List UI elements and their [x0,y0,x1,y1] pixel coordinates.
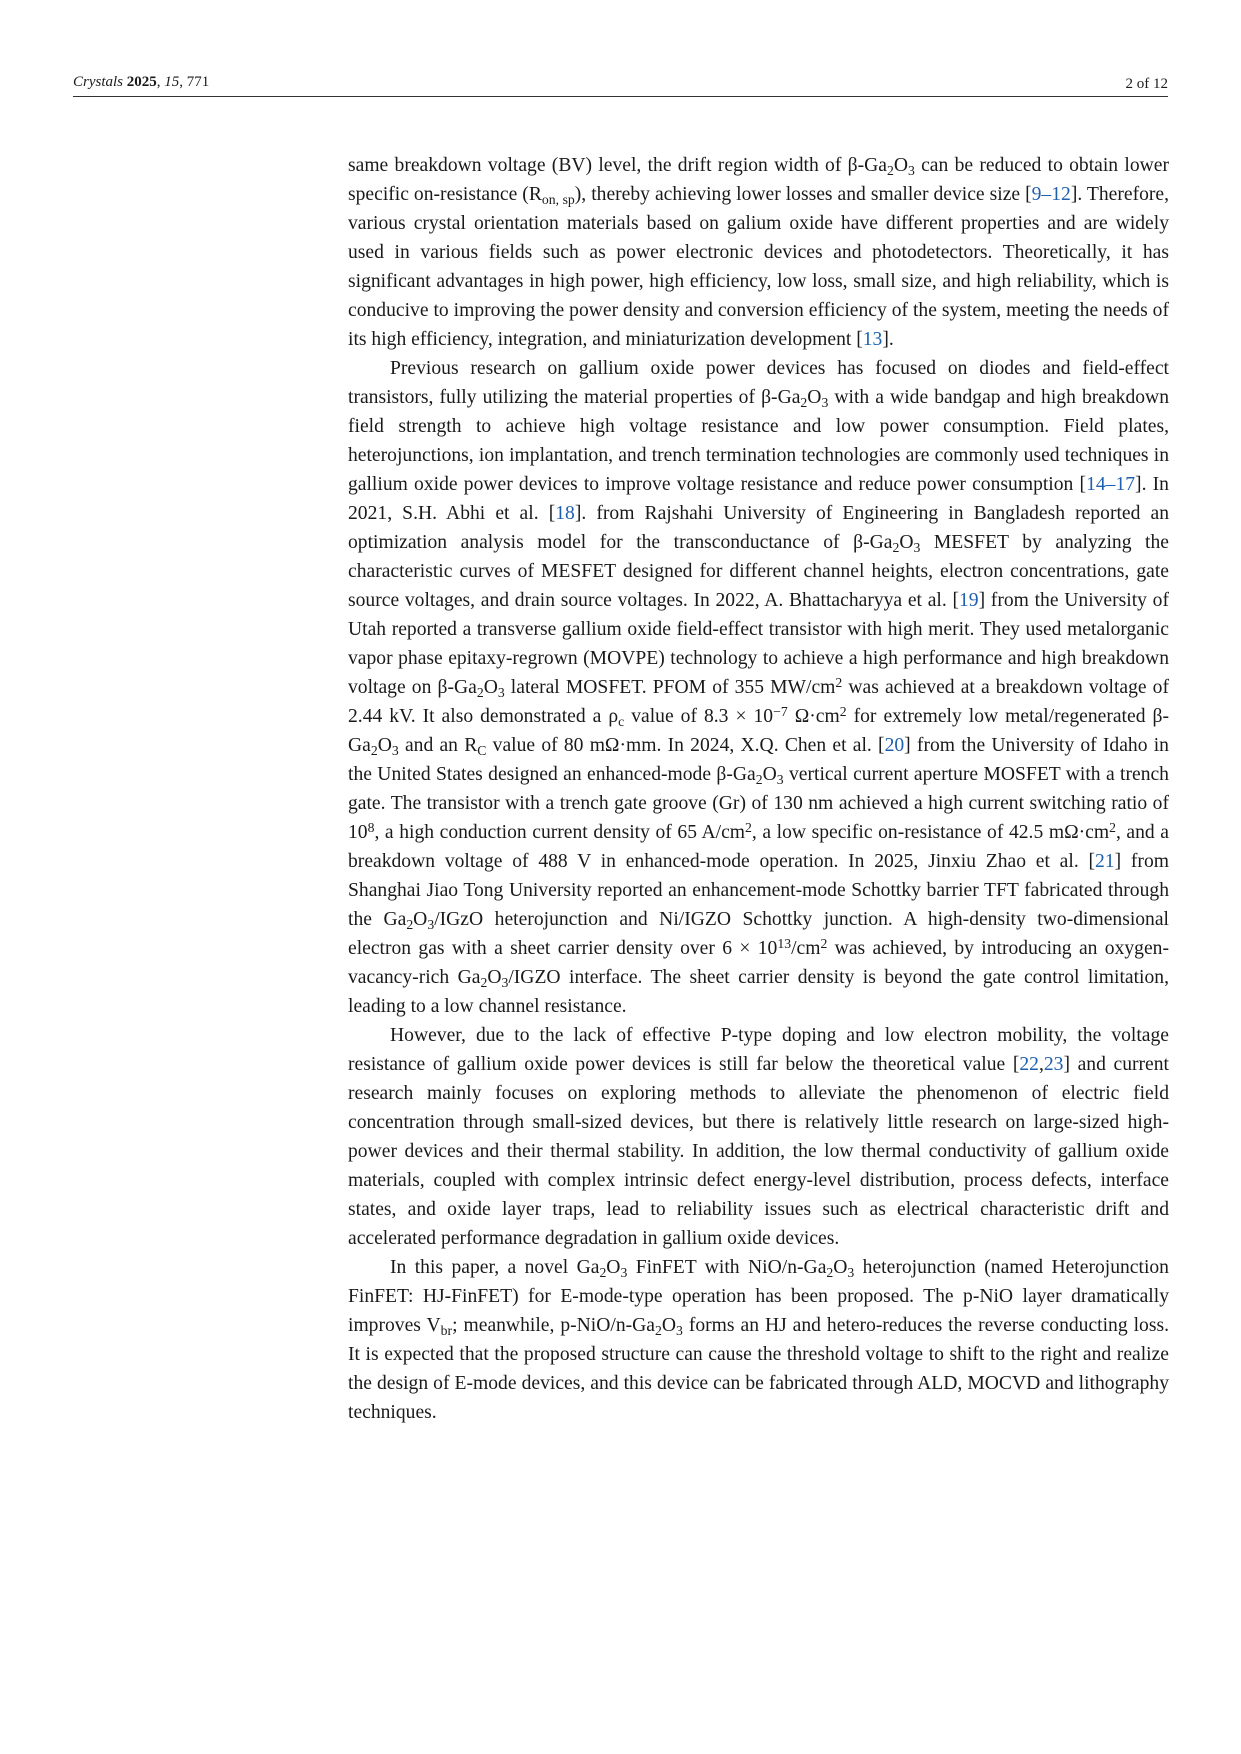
text-run: O [413,909,428,930]
text-run: O [377,735,392,756]
text-run: can be reduced to obtain lower specific on-resistance (R [348,155,1169,205]
subscript: 2 [826,1265,834,1281]
citation-link[interactable]: 21 [1095,851,1115,872]
subscript: 3 [497,685,505,701]
text-run: , a high conduction current density of 65 A/cm [374,822,746,843]
subscript: 2 [406,917,414,933]
text-run: ]. In 2021, S.H. Abhi et al. [ [348,474,1169,524]
body-text [348,151,1169,1427]
text-run: ]. Therefore, various crystal orientation materials based on galium oxide have different properties and are widely used in various fields such as power electronic devices and photodetectors. Theoretically, it has significant advantages in high power, high efficiency, low loss, small size, and high reliability, which is conducive to improving the power density and conversion efficiency of the system, meeting the needs of its high efficiency, integration, and miniaturization development [ [348,184,1170,350]
citation-link[interactable]: 22 [1019,1054,1039,1075]
text-run: and an R [398,735,478,756]
citation-link[interactable]: 9–12 [1031,184,1071,205]
superscript: 8 [367,819,375,835]
subscript: 3 [620,1265,628,1281]
text-run: ; meanwhile, p-NiO/n-Ga [452,1315,655,1336]
text-run: O [483,677,498,698]
page-number: 2 of 12 [1125,76,1168,92]
text-run: MESFET by analyzing the characteristic curves of MESFET designed for different channel heights, electron concentrations, gate source voltages, and drain source voltages. In 2022, A. Bhattacharyya et al. [ [348,532,1169,611]
superscript: 13 [777,935,792,951]
superscript: 2 [745,819,752,835]
running-head [73,72,1168,97]
superscript: 2 [820,935,828,951]
text-run: ]. from Rajshahi University of Engineering in Bangladesh reported an optimization analysis model for the transconductance of β-Ga [348,503,1169,553]
citation-link[interactable]: 20 [884,735,905,756]
text-run: ] from the University of Idaho in the United States designed an enhanced-mode β-Ga [348,735,1169,785]
subscript: 2 [755,772,763,788]
text-run: ] and current research mainly focuses on exploring methods to alleviate the phenomenon of electric field concentration through small-sized devices, but there is relatively little research on large-sized high-power devices and their thermal stability. In addition, the low thermal conductivity of gallium oxide materials, coupled with complex intrinsic defect energy-level distribution, process defects, interface states, and oxide layer traps, lead to reliability issues such as electrical characteristic drift and accelerated performance degradation in gallium oxide devices. [348,1054,1169,1249]
text-run: vertical current aperture MOSFET with a trench gate. The transistor with a trench gate groove (Gr) of 130 nm achieved a high current switching ratio of 10 [348,764,1169,843]
text-run: , a low specific on-resistance of 42.5 mΩ·cm [751,822,1110,843]
text-run: O [807,387,822,408]
subscript: 2 [655,1323,662,1339]
text-run: /cm [791,938,821,959]
citation-link[interactable]: 13 [862,329,883,350]
paragraph [348,151,1169,354]
superscript: 2 [835,674,843,690]
citation-link[interactable]: 18 [555,503,575,524]
text-run: O [487,967,502,988]
citation-link[interactable]: 19 [958,590,979,611]
text-run: with a wide bandgap and high breakdown field strength to achieve high voltage resistance and low power consumption. Field plates, heterojunctions, ion implantation, and trench termination technologies are commonly used techniques in gallium oxide power devices to improve voltage resistance and reduce power consumption [ [348,387,1169,495]
subscript: 2 [886,163,894,179]
text-run: value of 80 mΩ·mm. In 2024, X.Q. Chen et al. [ [486,735,885,756]
journal-name: Crystals [73,74,124,90]
text-run: ] from Shanghai Jiao Tong University reported an enhancement-mode Schottky barrier TFT fabricated through the Ga [348,851,1169,930]
subscript: 3 [821,395,829,411]
text-run: Ω·cm [787,706,840,727]
subscript: C [477,743,487,759]
citation-link[interactable]: 14–17 [1086,474,1136,495]
text-run: In this paper, a novel Ga [390,1257,600,1278]
text-run: However, due to the lack of effective P-type doping and low electron mobility, the voltage resistance of gallium oxide power devices is still far below the theoretical value [ [348,1025,1169,1075]
subscript: 3 [776,772,784,788]
text-run: heterojunction (named Heterojunction FinFET: HJ-FinFET) for E-mode-type operation has been proposed. The p-NiO layer dramatically improves V [348,1257,1169,1336]
text-run: forms an HJ and hetero-reduces the reverse conducting loss. It is expected that the proposed structure can cause the threshold voltage to shift to the right and realize the design of E-mode devices, and this device can be fabricated through ALD, MOCVD and lithography techniques. [348,1315,1169,1423]
text-run: O [762,764,777,785]
subscript: 3 [907,163,915,179]
text-run: O [893,155,908,176]
text-run: for extremely low metal/regenerated β-Ga [348,706,1169,756]
subscript: 3 [676,1323,683,1339]
subscript: 2 [476,685,484,701]
text-run: lateral MOSFET. PFOM of 355 MW/cm [504,677,836,698]
subscript: 2 [480,975,488,991]
text-run: ), thereby achieving lower losses and smaller device size [ [574,184,1032,205]
text-run: was achieved at a breakdown voltage of 2.44 kV. It also demonstrated a ρ [348,677,1170,727]
subscript: 3 [913,540,921,556]
subscript: 2 [892,540,900,556]
subscript: 2 [800,395,808,411]
text-run: ] from the University of Utah reported a transverse gallium oxide field-effect transistor with high merit. They used metalorganic vapor phase epitaxy-regrown (MOVPE) technology to achieve a high performance and high breakdown voltage on β-Ga [348,590,1169,698]
subscript: 3 [391,743,399,759]
text-run: O [661,1315,677,1336]
article-number: 771 [186,74,210,90]
paragraph [348,354,1169,1021]
subscript: 2 [370,743,378,759]
text-run: was achieved, by introducing an oxygen-vacancy-rich Ga [348,938,1169,988]
text-run: , and a breakdown voltage of 488 V in enhanced-mode operation. In 2025, Jinxiu Zhao et al. [ [348,822,1169,872]
text-run: O [833,1257,848,1278]
text-run: , [1038,1054,1044,1075]
subscript: c [618,714,625,730]
text-run: ]. [882,329,894,350]
subscript: 3 [501,975,509,991]
journal-citation: Crystals 2025, 15, 771 [73,74,210,90]
text-run: /IGZO interface. The sheet carrier density is beyond the gate control limitation, leading to a low channel resistance. [348,967,1169,1017]
text-run: O [606,1257,621,1278]
text-run: /IGzO heterojunction and Ni/IGZO Schottky junction. A high-density two-dimensional electron gas with a sheet carrier density over 6 × 10 [348,909,1169,959]
superscript: −7 [773,703,788,719]
subscript: 2 [599,1265,607,1281]
subscript: 3 [847,1265,855,1281]
text-run: same breakdown voltage (BV) level, the drift region width of β-Ga [348,155,887,176]
journal-volume: 15 [164,74,180,90]
paragraph [348,1021,1169,1253]
subscript: br [440,1323,453,1339]
journal-year: 2025 [126,74,157,90]
subscript: 3 [427,917,435,933]
superscript: 2 [839,703,847,719]
text-run: FinFET with NiO/n-Ga [627,1257,827,1278]
text-run: Previous research on gallium oxide power devices has focused on diodes and field-effect transistors, fully utilizing the material properties of β-Ga [348,358,1169,408]
superscript: 2 [1109,819,1116,835]
text-run: O [899,532,914,553]
paragraph [348,1253,1169,1427]
citation-link[interactable]: 23 [1043,1054,1064,1075]
text-run: value of 8.3 × 10 [624,706,774,727]
subscript: on, sp [541,192,575,208]
